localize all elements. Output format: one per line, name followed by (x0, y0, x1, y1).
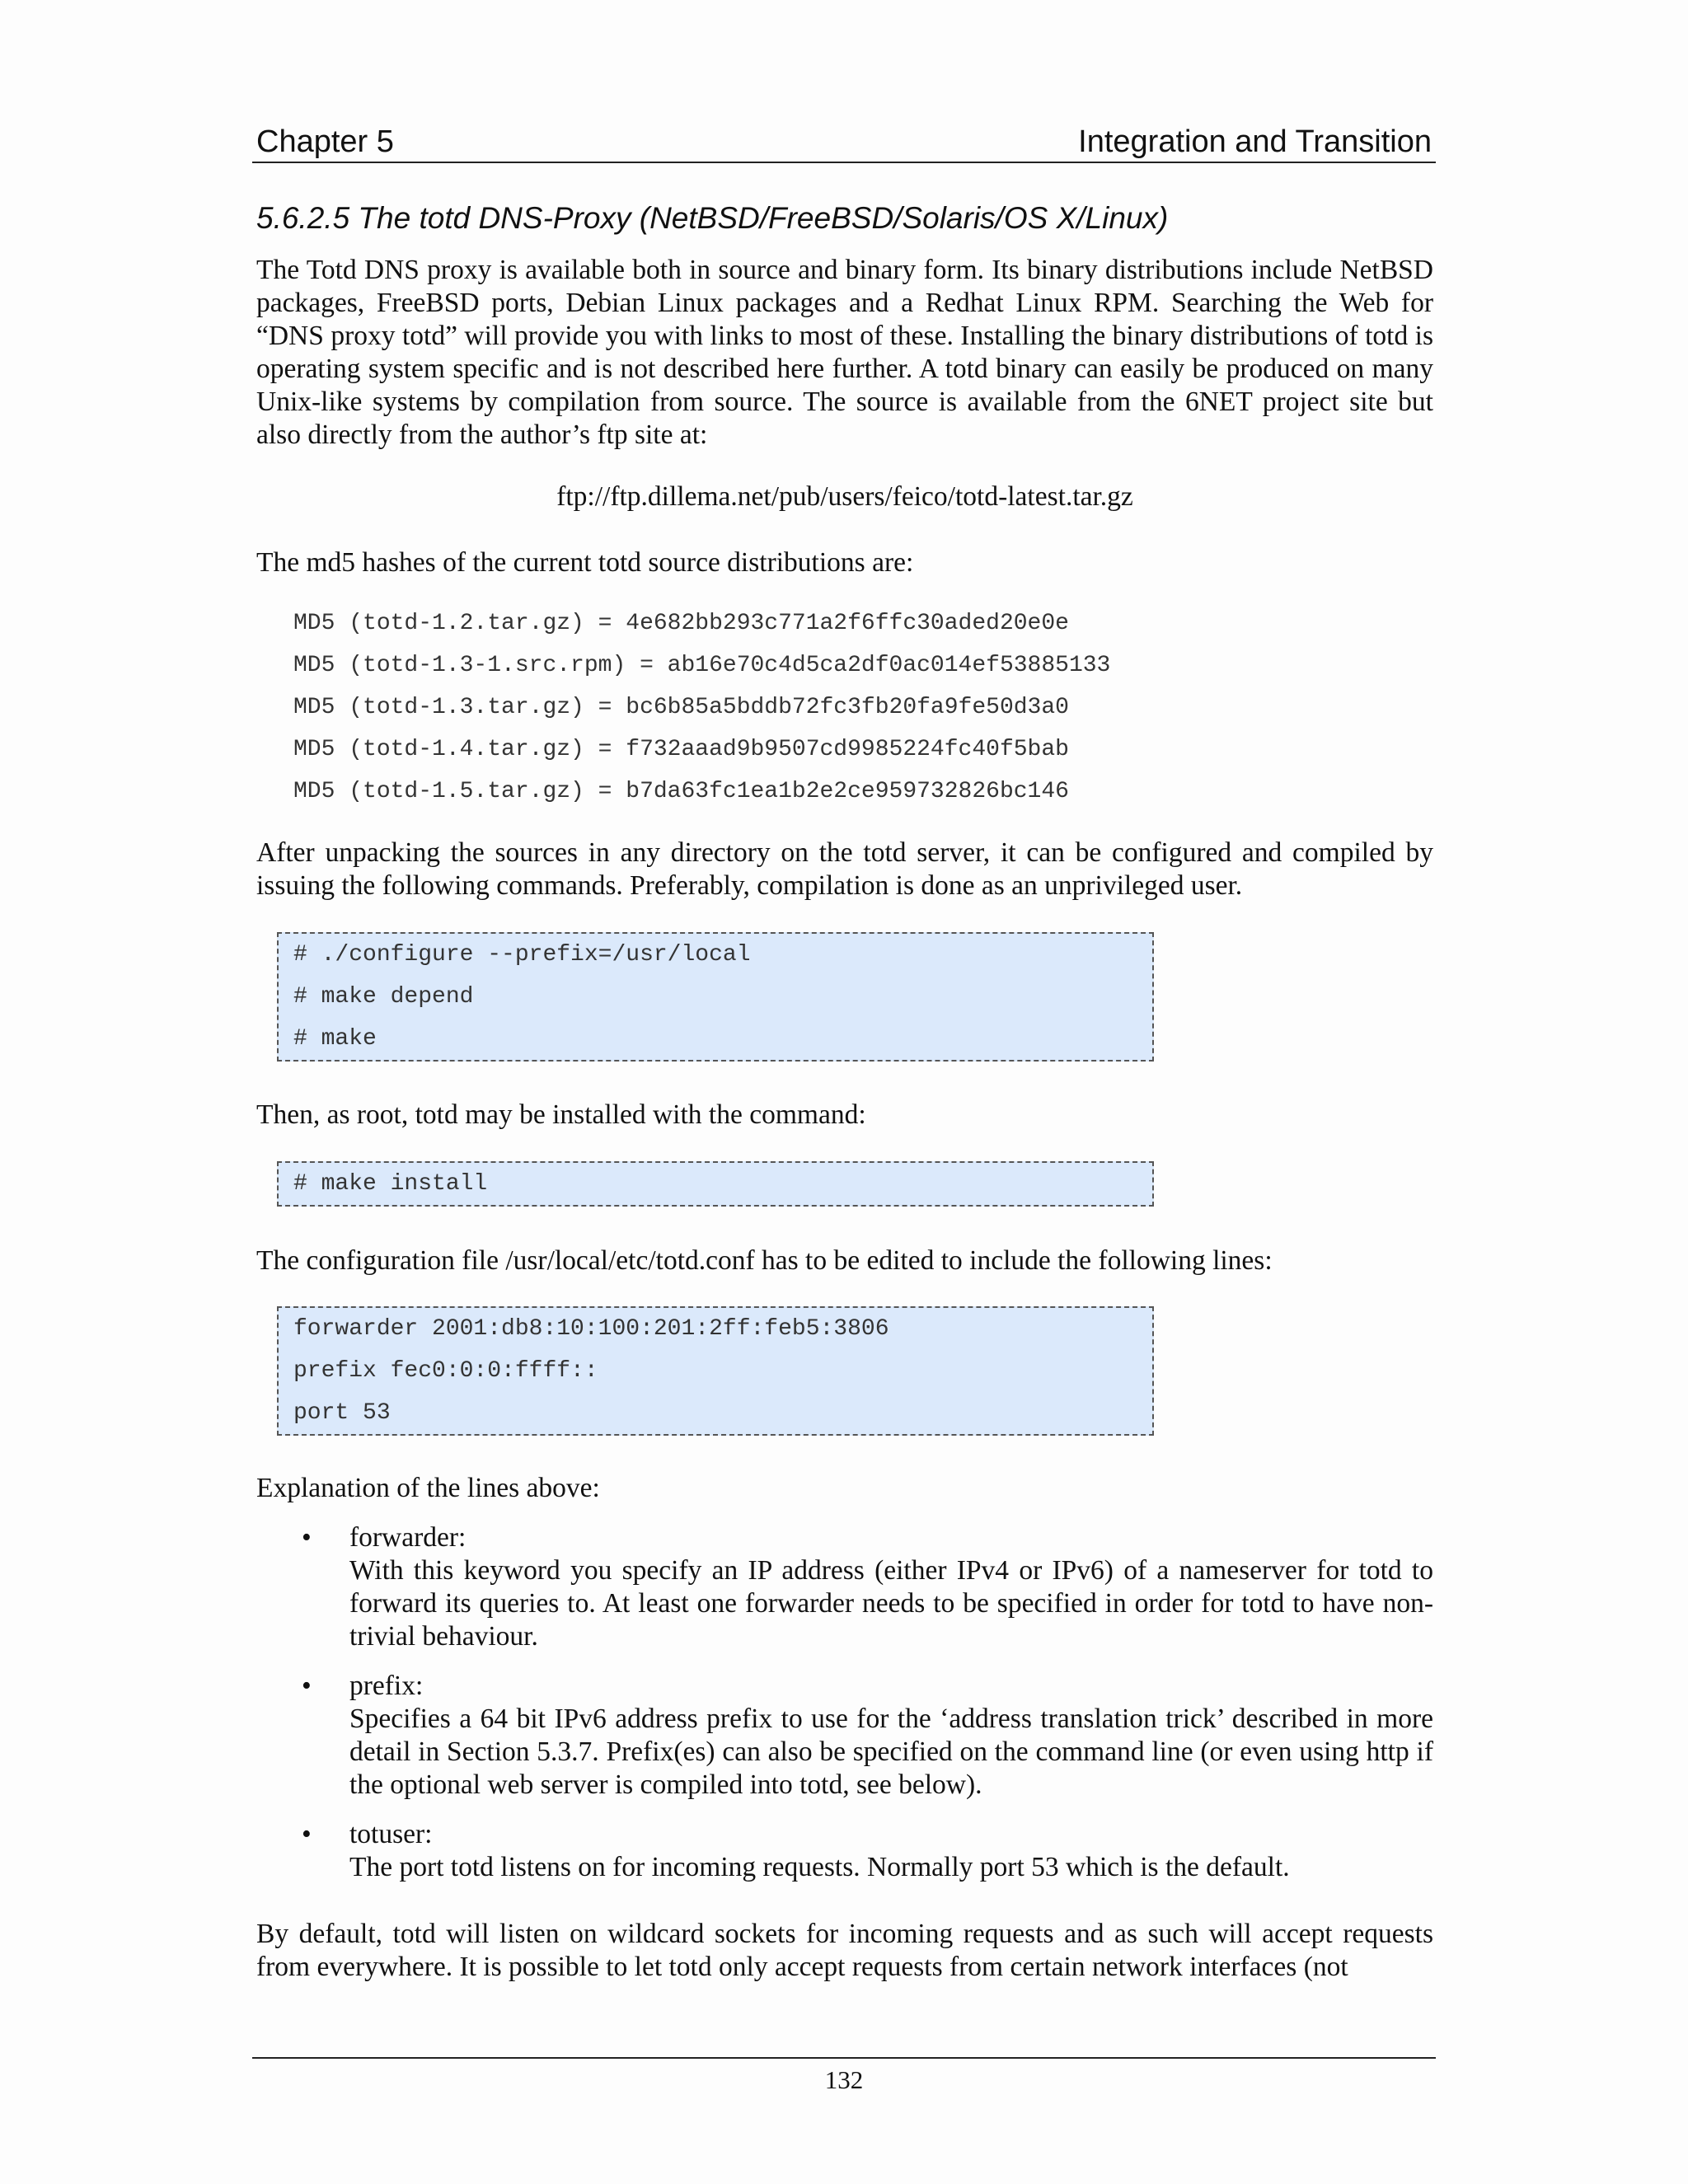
closing-paragraph: By default, totd will listen on wildcard sockets for incoming requests and as such will accept requests from everywhere. It is possible to let totd only accept requests from certain network interfaces (not (256, 1919, 1433, 1982)
bullet-term: totuser: (349, 1819, 433, 1849)
bullet-icon: • (302, 1671, 312, 1701)
md5-line: MD5 (totd-1.3-1.src.rpm) = ab16e70c4d5ca2df0ac014ef53885133 (293, 653, 1111, 678)
md5-line: MD5 (totd-1.5.tar.gz) = b7da63fc1ea1b2e2ce959732826bc146 (293, 779, 1069, 804)
code-line: forwarder 2001:db8:10:100:201:2ff:feb5:3806 (293, 1316, 889, 1342)
bullet-term: forwarder: (349, 1522, 467, 1553)
list-item (302, 1670, 1433, 1802)
list-item (302, 1521, 1433, 1653)
install-intro: Then, as root, totd may be installed with the command: (256, 1099, 866, 1130)
install-code-block (277, 1161, 1154, 1207)
bullet-term: prefix: (349, 1671, 424, 1701)
list-item (302, 1818, 1433, 1884)
bullet-icon: • (302, 1522, 312, 1553)
md5-line: MD5 (totd-1.4.tar.gz) = f732aaad9b9507cd9985224fc40f5bab (293, 737, 1069, 762)
bullet-text: Specifies a 64 bit IPv6 address prefix to use for the ‘address translation trick’ described in more detail in Section 5.3.7. Prefix(es) can also be specified on the command line (or even using http if the optional web server is compiled into totd, see below). (349, 1704, 1433, 1800)
bullet-icon: • (302, 1819, 312, 1849)
page-number: 132 (824, 2065, 864, 2094)
bullet-text: The port totd listens on for incoming requests. Normally port 53 which is the default. (349, 1852, 1290, 1882)
ftp-url: ftp://ftp.dillema.net/pub/users/feico/totd-latest.tar.gz (556, 481, 1133, 512)
config-intro: The configuration file /usr/local/etc/totd.conf has to be edited to include the following lines: (256, 1245, 1273, 1276)
compile-code-block (277, 932, 1154, 1062)
intro-paragraph: The Totd DNS proxy is available both in source and binary form. Its binary distributions include NetBSD packages, FreeBSD ports, Debian Linux packages and a Redhat Linux RPM. Searching the Web for “DNS proxy totd” will provide you with links to most of these. Installing the binary distributions of totd is operating system specific and is not described here further. A totd binary can easily be produced on many Unix-like systems by compilation from source. The source is available from the 6NET project site but also directly from the author’s ftp site at: (256, 255, 1433, 450)
code-line: # make depend (293, 984, 474, 1010)
header-chapter: Chapter 5 (256, 124, 394, 159)
md5-intro: The md5 hashes of the current totd source distributions are: (256, 547, 914, 578)
compile-intro: After unpacking the sources in any directory on the totd server, it can be configured and compiled by issuing the following commands. Preferably, compilation is done as an unprivileged user. (256, 837, 1433, 901)
header-title: Integration and Transition (1078, 124, 1432, 159)
md5-list (293, 607, 1110, 818)
explain-intro: Explanation of the lines above: (256, 1473, 600, 1503)
code-line: # make (293, 1026, 377, 1052)
md5-line: MD5 (totd-1.2.tar.gz) = 4e682bb293c771a2f6ffc30aded20e0e (293, 611, 1069, 636)
code-line: # make install (293, 1171, 488, 1197)
page-footer (252, 2057, 1436, 2095)
bullet-text: With this keyword you specify an IP address (either IPv4 or IPv6) of a nameserver for totd to forward its queries to. At least one forwarder needs to be specified in order for totd to have non-trivial behaviour. (349, 1555, 1433, 1652)
code-line: port 53 (293, 1400, 391, 1426)
section-title: 5.6.2.5 The totd DNS-Proxy (NetBSD/FreeBSD/Solaris/OS X/Linux) (256, 201, 1169, 235)
explanation-list (302, 1521, 1433, 1900)
page-header (252, 120, 1436, 163)
config-code-block (277, 1306, 1154, 1436)
code-line: # ./configure --prefix=/usr/local (293, 942, 751, 968)
md5-line: MD5 (totd-1.3.tar.gz) = bc6b85a5bddb72fc3fb20fa9fe50d3a0 (293, 695, 1069, 720)
code-line: prefix fec0:0:0:ffff:: (293, 1358, 598, 1384)
